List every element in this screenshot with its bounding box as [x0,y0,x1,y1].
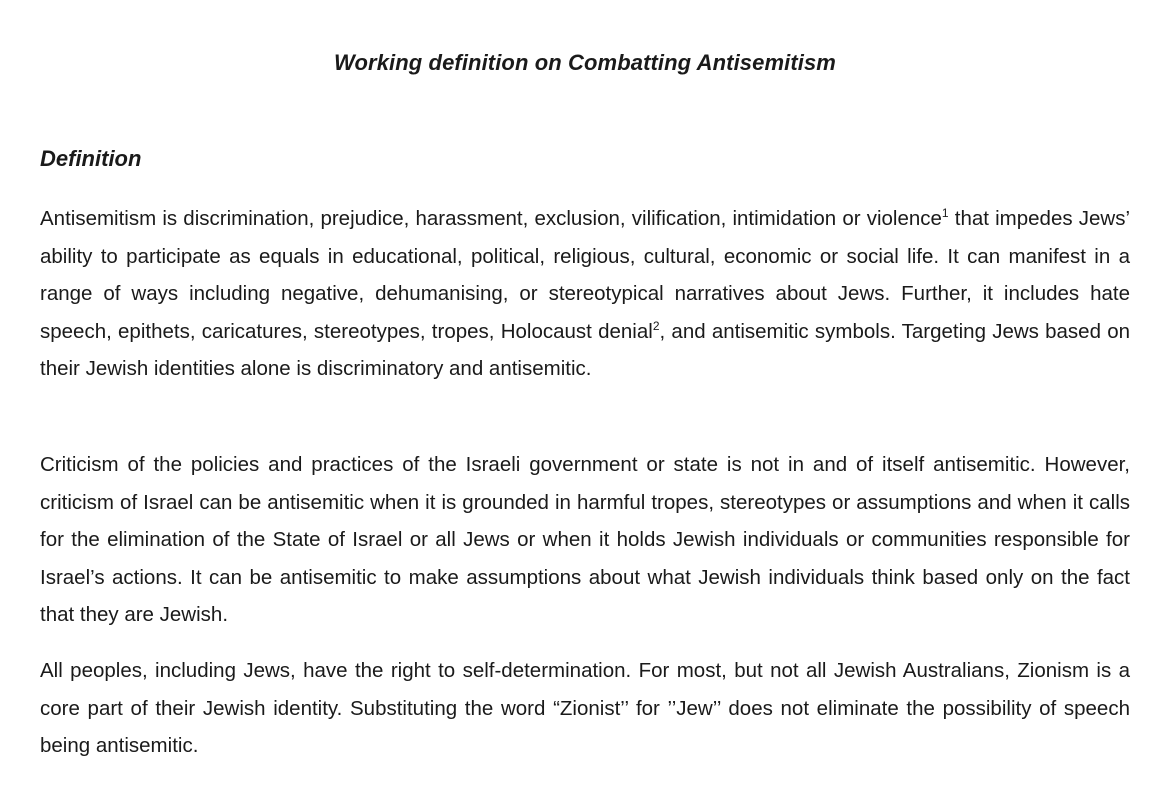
footnote-marker-1[interactable]: 1 [941,206,949,220]
paragraph-definition [40,200,1130,388]
paragraph-criticism-of-israel: Criticism of the policies and practices of the Israeli government or state is not in and of itself antisemitic. However, criticism of Israel can be antisemitic when it is grounded in harmful tropes, stereotypes or assumptions and when it calls for the elimination of the State of Israel or all Jews or when it holds Jewish individuals or communities responsible for Israel’s actions. It can be antisemitic to make assumptions about what Jewish individuals think based only on the fact that they are Jewish. [40,453,1130,627]
paragraph-definition-text-1: Antisemitism is discrimination, prejudice, harassment, exclusion, vilification, intimidation or violence [40,207,942,230]
paragraph-self-determination: All peoples, including Jews, have the right to self-determination. For most, but not all Jewish Australians, Zionism is a core part of their Jewish identity. Substituting the word “Zionist’’ for ’’Jew’’ does not eliminate the possibility of speech being antisemitic. [40,659,1130,758]
document-title: Working definition on Combatting Antisemitism [334,50,836,75]
footnote-marker-2[interactable]: 2 [652,318,660,333]
paragraph-definition-text-3: , and antisemitic symbols. Targeting Jews based on their Jewish identities alone is discriminatory and antisemitic. [40,319,1130,381]
section-heading-definition: Definition [40,146,142,171]
paragraph-definition-text-2: that impedes Jews’ ability to participate as equals in educational, political, religious, cultural, economic or social life. It can manifest in a range of ways including negative, dehumanising, or stereotypical narratives about Jews. Further, it includes hate speech, epithets, caricatures, stereotypes, tropes, Holocaust denial [40,207,1131,343]
